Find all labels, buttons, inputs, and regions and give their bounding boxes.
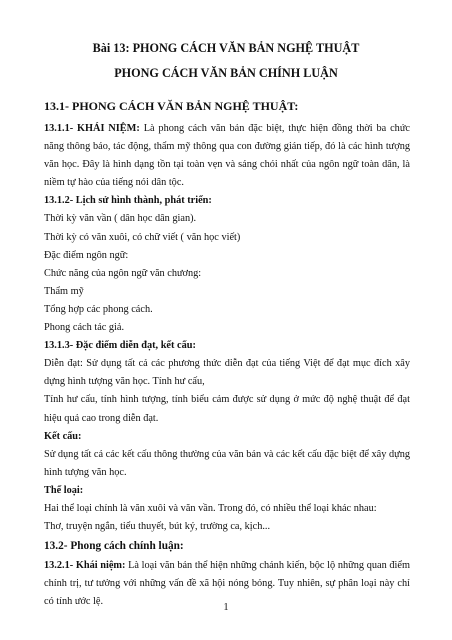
- structure-heading: Kết cấu:: [44, 430, 82, 442]
- expression-paragraph-1: Diễn đạt: Sử dụng tất cả các phương thức diễn đạt của tiếng Việt để đạt mục đích xây dựng hình tượng văn học. Tính hư cấu,: [44, 358, 410, 388]
- page-number: 1: [223, 602, 229, 613]
- definition-text: Là phong cách văn bản đặc biệt, thực hiện đồng thời ba chức năng thông báo, tác động, thẩm mỹ thông qua con đường gián tiếp, đó là các hình tượng văn học. Đây là hình dạng tồn tại toàn vẹn và sáng chói nhất của ngôn ngữ toàn dân, là niềm tự hào của tiếng nói dân tộc.: [44, 123, 410, 189]
- expression-paragraph-2: Tính hư cấu, tính hình tượng, tính biểu cảm được sử dụng ở mức độ nghệ thuật để đạt hiệu quả cao trong diễn đạt.: [44, 394, 410, 424]
- history-line: Thời kỳ văn vần ( dân học dân gian).: [44, 213, 197, 225]
- history-line: Tổng hợp các phong cách.: [44, 303, 153, 315]
- genre-line: Hai thể loại chính là văn xuôi và văn vần. Trong đó, có nhiều thể loại khác nhau:: [44, 502, 377, 514]
- genre-line: Thơ, truyện ngắn, tiểu thuyết, bút ký, trường ca, kịch...: [44, 521, 271, 533]
- history-line: Chức năng của ngôn ngữ văn chương:: [44, 267, 202, 279]
- expression-heading: 13.1.3- Đặc điểm diễn đạt, kết cấu:: [44, 340, 196, 352]
- definition-paragraph: [44, 120, 410, 192]
- structure-paragraph: Sử dụng tất cả các kết cấu thông thường của văn bản và các kết cấu đặc biệt để xây dựng hình tượng văn học.: [44, 448, 410, 478]
- history-line: Đặc điểm ngôn ngữ:: [44, 249, 129, 261]
- definition-label: 13.1.1- KHÁI NIỆM:: [44, 123, 140, 134]
- history-line: Thời kỳ có văn xuôi, có chữ viết ( văn học viết): [44, 231, 241, 243]
- section-2-definition-label: 13.2.1- Khái niệm:: [44, 560, 126, 572]
- section-2-definition-text: Là loại văn bản thể hiện những chánh kiến, bộc lộ những quan điểm chính trị, tư tưởng với những vấn đề xã hội nóng bỏng. Tuy nhiên, sự phân loại này chỉ có tính ước lệ.: [44, 560, 410, 608]
- title-line-1: Bài 13: PHONG CÁCH VĂN BẢN NGHỆ THUẬT: [92, 41, 360, 55]
- genre-heading: Thể loại:: [44, 484, 84, 496]
- section-2-heading: 13.2- Phong cách chính luận:: [44, 540, 184, 553]
- history-heading: 13.1.2- Lịch sử hình thành, phát triển:: [44, 195, 212, 207]
- history-line: Thẩm mỹ: [44, 285, 84, 297]
- history-line: Phong cách tác giả.: [44, 322, 125, 334]
- section-1-heading: 13.1- PHONG CÁCH VĂN BẢN NGHỆ THUẬT:: [44, 99, 299, 113]
- title-line-2: PHONG CÁCH VĂN BẢN CHÍNH LUẬN: [114, 66, 338, 80]
- content-body: [44, 120, 410, 611]
